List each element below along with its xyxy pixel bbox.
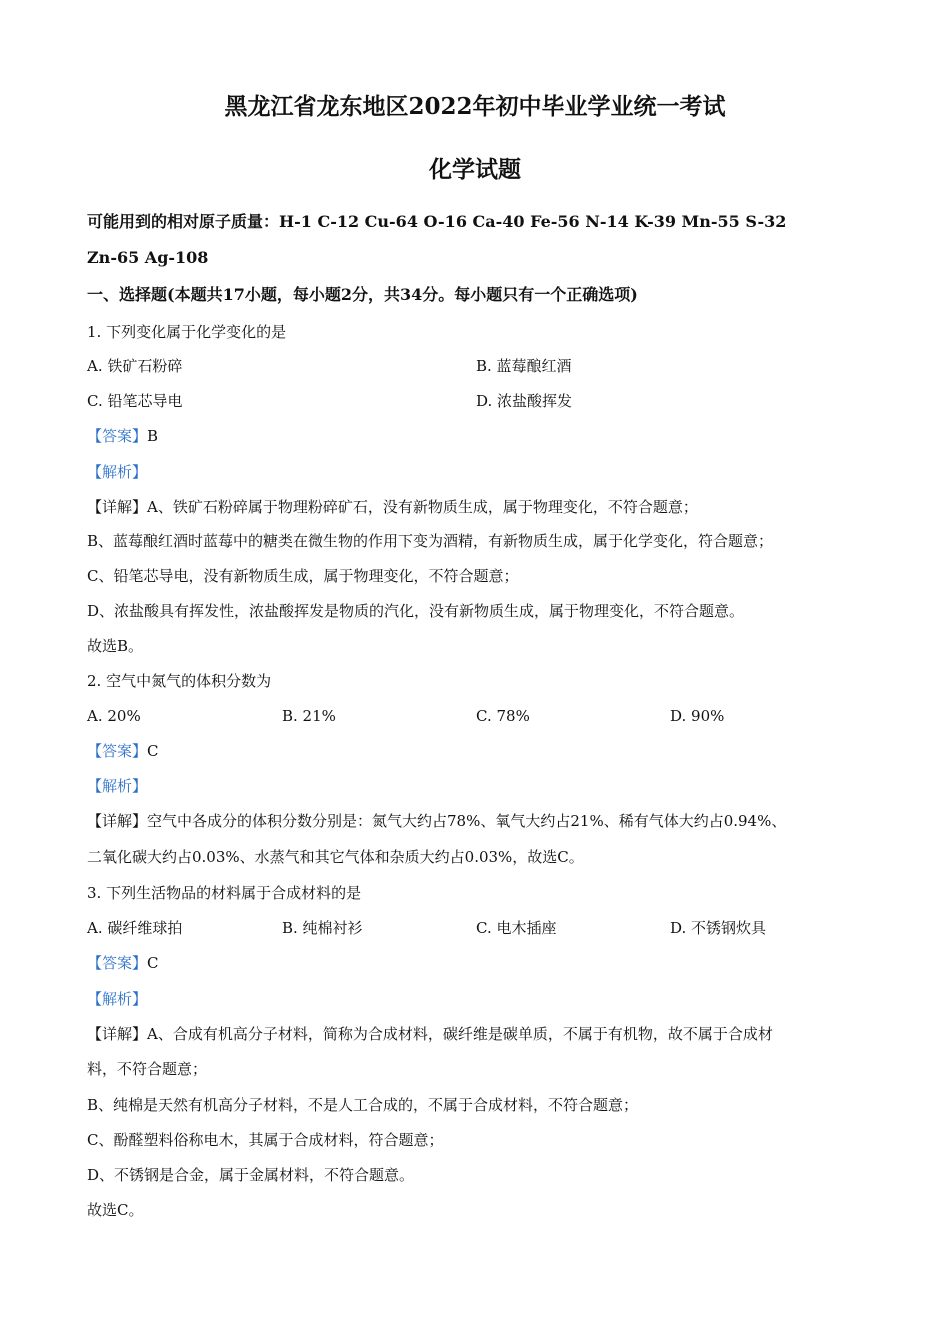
q3-detail-line-5: D、不锈钢是合金，属于金属材料，不符合题意。: [87, 1166, 415, 1184]
q3-detail-line-2: 料，不符合题意；: [87, 1060, 208, 1078]
q1-detail-text: A、铁矿石粉碎属于物理粉碎矿石，没有新物质生成，属于物理变化，不符合题意；: [147, 498, 698, 516]
q2-option-a: A. 20%: [87, 707, 141, 725]
answer-label: 【答案】: [87, 427, 148, 445]
q1-detail-line-3: C、铅笔芯导电，没有新物质生成，属于物理变化，不符合题意；: [87, 567, 519, 585]
q2-detail-line-2: 二氧化碳大约占0.03%、水蒸气和其它气体和杂质大约占0.03%，故选C。: [87, 848, 584, 866]
answer-label: 【答案】: [87, 742, 148, 760]
q3-detail-line-4: C、酚醛塑料俗称电木，其属于合成材料，符合题意；: [87, 1131, 444, 1149]
q2-detail-text: 空气中各成分的体积分数分别是：氮气大约占78%、氧气大约占21%、稀有气体大约占0.94%、: [147, 812, 787, 830]
atomic-masses-line-2: Zn-65 Ag-108: [87, 248, 209, 267]
q2-detail-line-1: [87, 810, 867, 832]
q1-answer: [87, 425, 867, 447]
q1-detail-line-1: [87, 496, 867, 518]
analysis-label: 【解析】: [87, 990, 148, 1008]
exam-title: 黑龙江省龙东地区2022年初中毕业学业统一考试: [224, 93, 726, 120]
q1-detail-line-2: B、蓝莓酿红酒时蓝莓中的糖类在微生物的作用下变为酒精，有新物质生成，属于化学变化，符合题意；: [87, 532, 774, 550]
q3-option-a: A. 碳纤维球拍: [87, 919, 183, 937]
q3-detail-line-3: B、纯棉是天然有机高分子材料，不是人工合成的，不属于合成材料，不符合题意；: [87, 1096, 639, 1114]
detail-label: 【详解】: [87, 498, 148, 516]
q3-option-d: D. 不锈钢炊具: [670, 919, 767, 937]
q3-option-c: C. 电木插座: [476, 919, 557, 937]
q1-answer-value: B: [147, 427, 159, 445]
q1-option-b: B. 蓝莓酿红酒: [476, 357, 572, 375]
q2-analysis: [87, 775, 867, 797]
detail-label: 【详解】: [87, 1025, 148, 1043]
q1-detail-line-4: D、浓盐酸具有挥发性，浓盐酸挥发是物质的汽化，没有新物质生成，属于物理变化，不符合题意。: [87, 602, 745, 620]
q2-answer-value: C: [147, 742, 159, 760]
q1-option-a: A. 铁矿石粉碎: [87, 357, 183, 375]
atomic-masses-line-1: 可能用到的相对原子质量：H-1 C-12 Cu-64 O-16 Ca-40 Fe-56 N-14 K-39 Mn-55 S-32: [87, 212, 787, 231]
q1-option-d: D. 浓盐酸挥发: [476, 392, 573, 410]
q2-stem: 2. 空气中氮气的体积分数为: [87, 672, 272, 690]
q1-conclusion: 故选B。: [87, 637, 144, 655]
q3-conclusion: 故选C。: [87, 1201, 144, 1219]
analysis-label: 【解析】: [87, 463, 148, 481]
q3-answer-value: C: [147, 954, 159, 972]
q2-answer: [87, 740, 867, 762]
q3-option-b: B. 纯棉衬衫: [282, 919, 363, 937]
answer-label: 【答案】: [87, 954, 148, 972]
q3-detail-text: A、合成有机高分子材料，简称为合成材料，碳纤维是碳单质，不属于有机物，故不属于合成材: [147, 1025, 773, 1043]
q1-option-c: C. 铅笔芯导电: [87, 392, 183, 410]
q2-option-c: C. 78%: [476, 707, 530, 725]
q2-option-b: B. 21%: [282, 707, 336, 725]
q3-answer: [87, 952, 867, 974]
q2-option-d: D. 90%: [670, 707, 725, 725]
analysis-label: 【解析】: [87, 777, 148, 795]
exam-subtitle: 化学试题: [429, 156, 521, 183]
section-heading: 一、选择题(本题共17小题，每小题2分，共34分。每小题只有一个正确选项): [87, 285, 638, 304]
q1-analysis: [87, 461, 867, 483]
q1-stem: 1. 下列变化属于化学变化的是: [87, 323, 287, 341]
q3-detail-line-1: [87, 1023, 867, 1045]
q3-stem: 3. 下列生活物品的材料属于合成材料的是: [87, 884, 362, 902]
q3-analysis: [87, 988, 867, 1010]
detail-label: 【详解】: [87, 812, 148, 830]
